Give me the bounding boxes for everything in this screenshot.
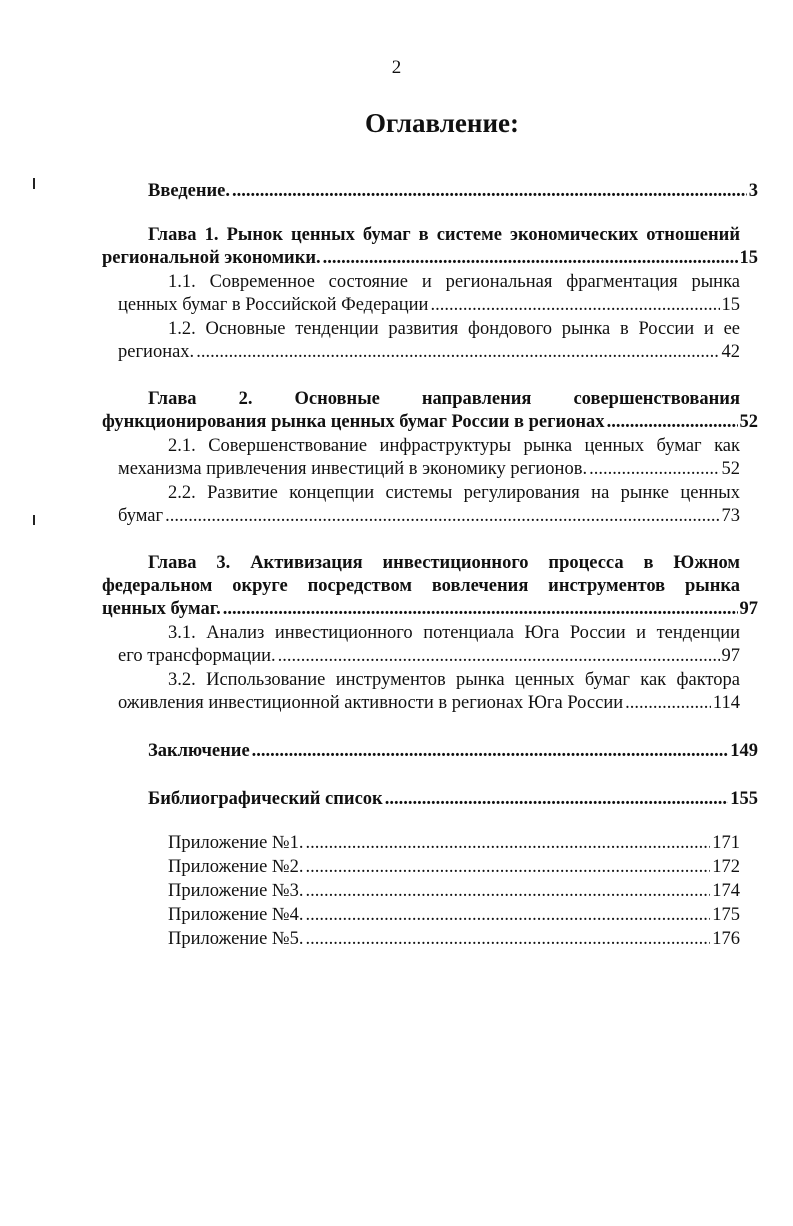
toc-entry-text: функционирования рынка ценных бумаг России в регионах xyxy=(102,412,605,432)
toc-entry-text: Заключение xyxy=(148,741,250,761)
toc-page-number: 52 xyxy=(739,412,758,432)
toc-page-number: 97 xyxy=(721,646,740,666)
leader-dots xyxy=(305,880,710,903)
toc-section-3-2-line2[interactable] xyxy=(118,692,740,715)
toc-entry-text: Приложение №4. xyxy=(168,905,304,925)
page-number: 2 xyxy=(391,57,402,78)
toc-chapter-1-line1[interactable] xyxy=(148,224,740,247)
toc-section-2-2-line1[interactable] xyxy=(168,482,740,505)
toc-section-2-1-line2[interactable] xyxy=(118,458,740,481)
toc-section-3-2-line1[interactable] xyxy=(168,669,740,692)
toc-section-3-1-line1[interactable] xyxy=(168,622,740,645)
toc-appendix-2[interactable] xyxy=(168,856,740,879)
toc-entry-word: совершенствования xyxy=(573,389,740,409)
toc-appendix-3[interactable] xyxy=(168,880,740,903)
toc-entry-text: 3.2. Использование инструментов рынка ценных бумаг как фактора xyxy=(168,670,740,690)
toc-entry-text: ценных бумаг в Российской Федерации xyxy=(118,295,429,315)
toc-page-number: 15 xyxy=(721,295,740,315)
toc-entry-text: 2.2. Развитие концепции системы регулирования на рынке ценных xyxy=(168,483,740,503)
toc-section-1-2-line2[interactable] xyxy=(118,341,740,364)
toc-page-number: 174 xyxy=(712,881,740,901)
toc-entry-text: механизма привлечения инвестиций в экономику регионов. xyxy=(118,459,588,479)
leader-dots xyxy=(625,692,711,715)
toc-entry-text: Приложение №2. xyxy=(168,857,304,877)
leader-dots xyxy=(223,598,738,621)
toc-entry-text: региональной экономики. xyxy=(102,248,321,268)
toc-entry-word: Глава xyxy=(148,389,197,409)
toc-entry-text: его трансформации. xyxy=(118,646,276,666)
toc-entry-text: 3.1. Анализ инвестиционного потенциала Юга России и тенденции xyxy=(168,623,740,643)
toc-page-number: 114 xyxy=(712,693,740,713)
toc-page-number: 3 xyxy=(748,181,758,201)
toc-entry-word: направления xyxy=(421,389,532,409)
toc-entry-text: Приложение №5. xyxy=(168,929,304,949)
toc-page-number: 175 xyxy=(712,905,740,925)
toc-chapter-3-line1[interactable] xyxy=(148,552,740,575)
toc-page-number: 176 xyxy=(712,929,740,949)
toc-entry-text: федеральном округе посредством вовлечения инструментов рынка xyxy=(102,576,740,596)
toc-section-1-1-line1[interactable] xyxy=(168,271,740,294)
toc-page-number: 171 xyxy=(712,833,740,853)
toc-entry-text: оживления инвестиционной активности в регионах Юга России xyxy=(118,693,624,713)
toc-entry-text: Библиографический список xyxy=(148,789,383,809)
toc-entry-text: регионах. xyxy=(118,342,195,362)
toc-entry-text: Введение. xyxy=(148,181,231,201)
toc-entry-word: Основные xyxy=(294,389,380,409)
toc-entry-text: 1.1. Современное состояние и региональная фрагментация рынка xyxy=(168,272,740,292)
toc-entry-introduction[interactable] xyxy=(148,180,758,203)
toc-entry-word: 2. xyxy=(238,389,253,409)
toc-entry-text: Приложение №1. xyxy=(168,833,304,853)
toc-entry-text: Глава 1. Рынок ценных бумаг в системе экономических отношений xyxy=(148,225,740,245)
toc-chapter-3-line3[interactable] xyxy=(102,598,758,621)
toc-appendix-4[interactable] xyxy=(168,904,740,927)
toc-entry-text: Глава 3. Активизация инвестиционного процесса в Южном xyxy=(148,553,740,573)
leader-dots xyxy=(323,247,738,270)
toc-entry-text: 1.2. Основные тенденции развития фондового рынка в России и ее xyxy=(168,319,740,339)
toc-appendix-1[interactable] xyxy=(168,832,740,855)
toc-entry-text: бумаг xyxy=(118,506,164,526)
toc-page-number: 155 xyxy=(730,789,758,809)
leader-dots xyxy=(252,740,729,763)
leader-dots xyxy=(305,832,710,855)
toc-chapter-2-line1[interactable] xyxy=(148,388,740,411)
toc-page-number: 52 xyxy=(721,459,740,479)
leader-dots xyxy=(430,294,719,317)
toc-entry-text: 2.1. Совершенствование инфраструктуры рынка ценных бумаг как xyxy=(168,436,740,456)
leader-dots xyxy=(278,645,720,668)
toc-title: Оглавление: xyxy=(365,108,519,138)
toc-section-2-1-line1[interactable] xyxy=(168,435,740,458)
toc-section-3-1-line2[interactable] xyxy=(118,645,740,668)
toc-entry-conclusion[interactable] xyxy=(148,740,758,763)
toc-page-number: 42 xyxy=(721,342,740,362)
leader-dots xyxy=(305,856,710,879)
toc-appendix-5[interactable] xyxy=(168,928,740,951)
leader-dots xyxy=(165,505,719,528)
leader-dots xyxy=(607,411,738,434)
toc-chapter-1-line2[interactable] xyxy=(102,247,758,270)
toc-chapter-3-line2[interactable] xyxy=(102,575,740,598)
toc-section-1-1-line2[interactable] xyxy=(118,294,740,317)
toc-section-1-2-line1[interactable] xyxy=(168,318,740,341)
toc-page-number: 73 xyxy=(721,506,740,526)
toc-chapter-2-line2[interactable] xyxy=(102,411,758,434)
toc-section-2-2-line2[interactable] xyxy=(118,505,740,528)
toc-entry-text: Приложение №3. xyxy=(168,881,304,901)
toc-page-number: 15 xyxy=(739,248,758,268)
margin-mark xyxy=(33,178,35,189)
leader-dots xyxy=(589,458,719,481)
toc-page-number: 149 xyxy=(730,741,758,761)
leader-dots xyxy=(196,341,719,364)
leader-dots xyxy=(305,904,710,927)
toc-entry-text: ценных бумаг. xyxy=(102,599,221,619)
leader-dots xyxy=(232,180,747,203)
leader-dots xyxy=(385,788,729,811)
leader-dots xyxy=(305,928,710,951)
toc-page-number: 97 xyxy=(739,599,758,619)
toc-entry-bibliography[interactable] xyxy=(148,788,758,811)
toc-page-number: 172 xyxy=(712,857,740,877)
margin-mark xyxy=(33,515,35,525)
